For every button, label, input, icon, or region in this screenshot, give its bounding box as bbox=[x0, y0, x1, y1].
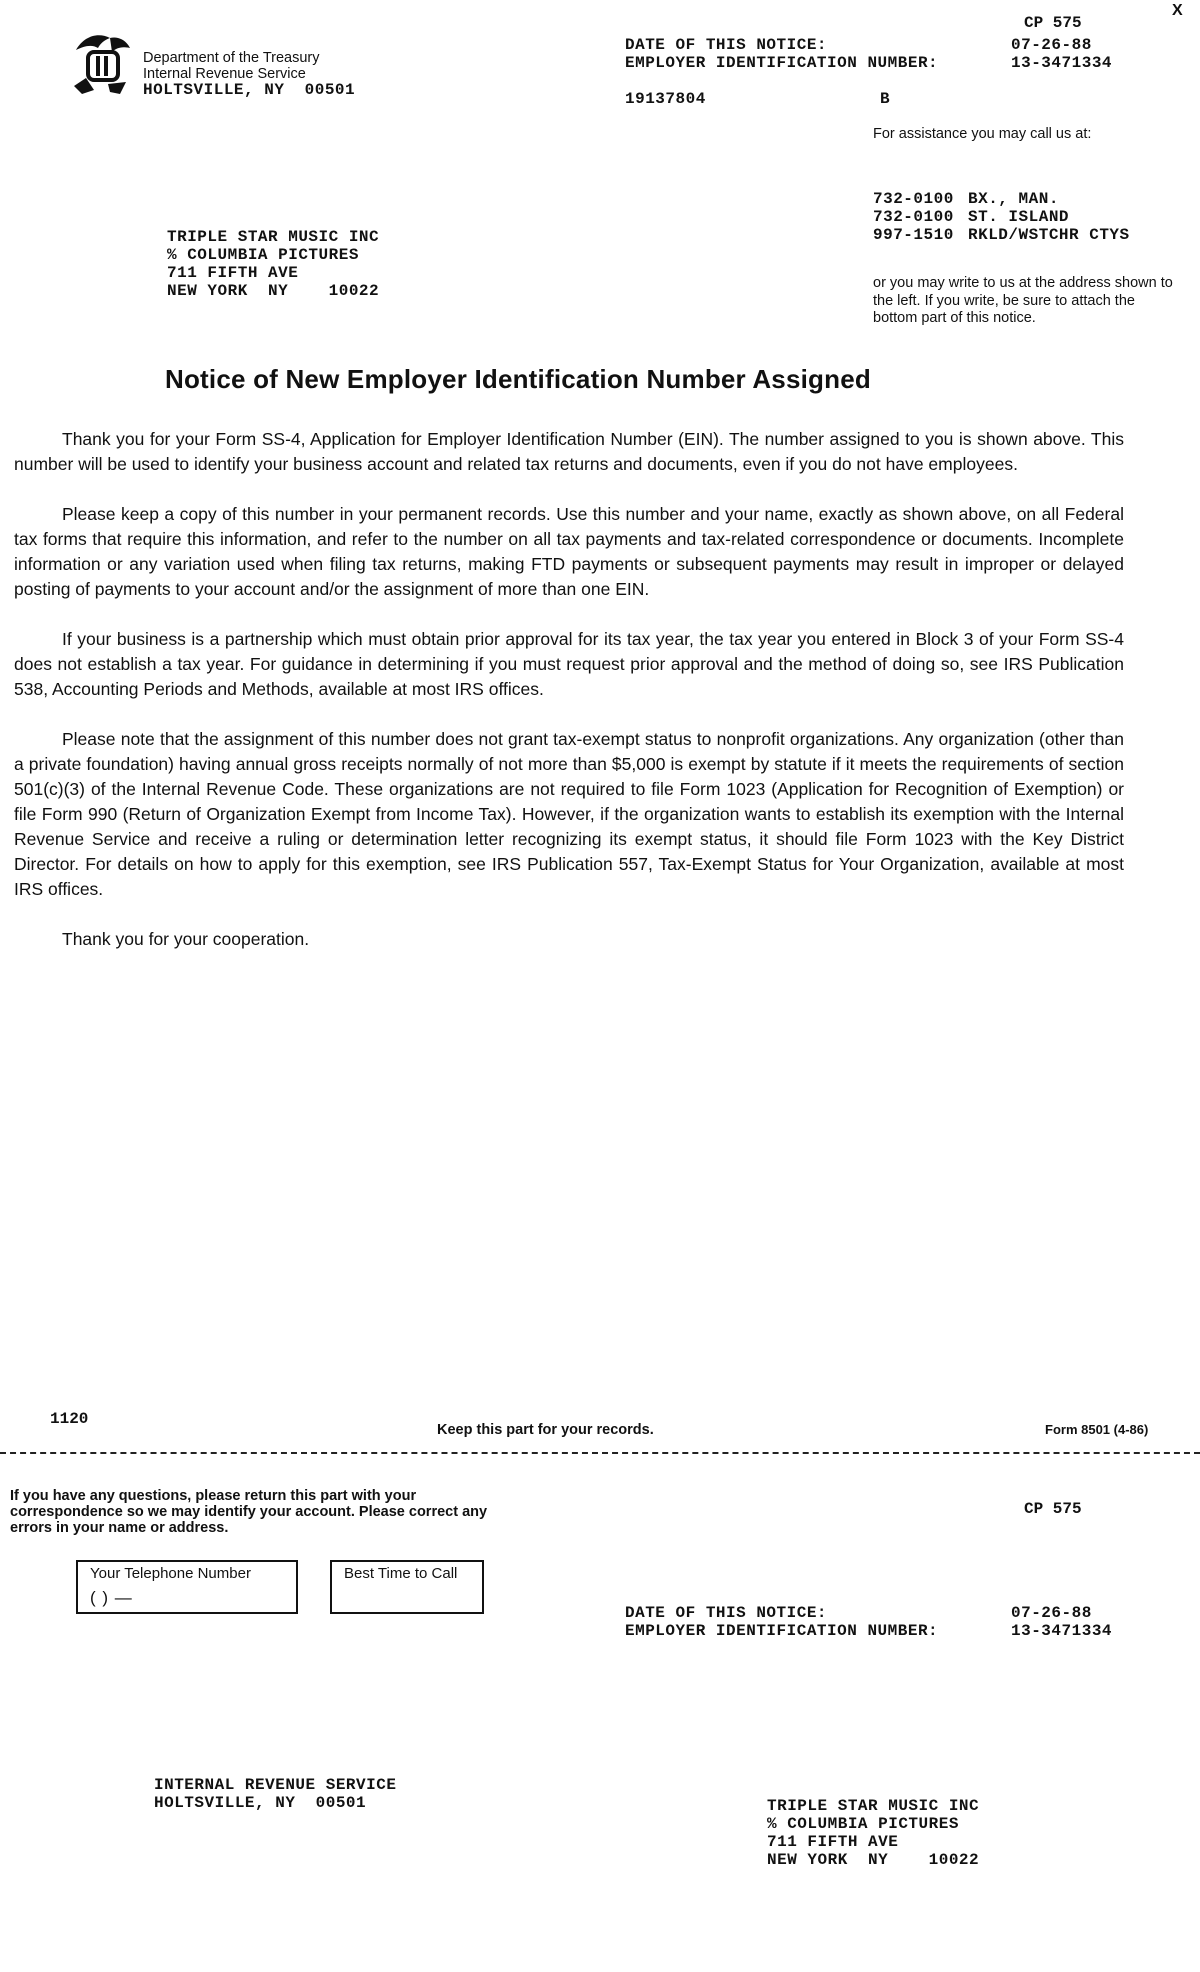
agency-address-block bbox=[143, 50, 355, 98]
keep-records-note: Keep this part for your records. bbox=[437, 1422, 654, 1438]
phone-entry bbox=[873, 208, 1130, 226]
ein-label: EMPLOYER IDENTIFICATION NUMBER: bbox=[625, 54, 939, 72]
notice-code: CP 575 bbox=[1024, 14, 1082, 32]
ein-value: 13-3471334 bbox=[1011, 54, 1113, 72]
stub-notice-date-label: DATE OF THIS NOTICE: bbox=[625, 1604, 828, 1622]
body-paragraph: Thank you for your Form SS-4, Application for Employer Identification Number (EIN). The number assigned to you is shown above. This number will be used to identify your business account and related tax returns and documents, even if you do not have employees. bbox=[14, 429, 1124, 474]
phone-area: BX., MAN. bbox=[968, 190, 1059, 208]
tear-off-line bbox=[0, 1452, 1200, 1454]
notice-date: 07-26-88 bbox=[1011, 36, 1092, 54]
form-identifier: Form 8501 (4-86) bbox=[1045, 1422, 1149, 1437]
corner-mark: X bbox=[1172, 2, 1183, 19]
stub-ein-value: 13-3471334 bbox=[1011, 1622, 1113, 1640]
stub-addressee-line: NEW YORK NY 10022 bbox=[767, 1851, 980, 1869]
reference-code: B bbox=[880, 90, 890, 108]
irs-address-line: INTERNAL REVENUE SERVICE bbox=[154, 1776, 397, 1794]
irs-eagle-logo-icon bbox=[70, 26, 132, 96]
notice-body bbox=[14, 427, 1124, 977]
phone-number: 997-1510 bbox=[873, 226, 954, 244]
phone-entry bbox=[873, 190, 1130, 208]
write-to-us-note: or you may write to us at the address shown to the left. If you write, be sure to attach the bottom part of this notice. bbox=[873, 275, 1173, 326]
stub-addressee-block bbox=[767, 1797, 979, 1869]
phone-number: 732-0100 bbox=[873, 190, 954, 208]
stub-notice-info-block bbox=[625, 1604, 1112, 1640]
stub-addressee-line: % COLUMBIA PICTURES bbox=[767, 1815, 959, 1833]
stub-notice-code: CP 575 bbox=[1024, 1500, 1082, 1518]
body-paragraph: Please keep a copy of this number in your permanent records. Use this number and your name, exactly as shown above, on all Federal tax forms that require this information, and refer to the number on all tax payments and tax-related correspondence or documents. Incomplete information or any variation used when filing tax returns, making FTD payments or subsequent payments may result in improper or delayed posting of payments to your account and/or the assignment of more than one EIN. bbox=[14, 504, 1124, 599]
return-instructions: If you have any questions, please return this part with your correspondence so we may identify your account. Please correct any errors in your name or address. bbox=[10, 1488, 488, 1536]
agency-line-department: Department of the Treasury bbox=[143, 50, 320, 66]
phone-area: RKLD/WSTCHR CTYS bbox=[968, 226, 1130, 244]
notice-date-label: DATE OF THIS NOTICE: bbox=[625, 36, 828, 54]
phone-number: 732-0100 bbox=[873, 208, 954, 226]
notice-info-block bbox=[625, 36, 1112, 72]
best-time-to-call-field[interactable] bbox=[330, 1560, 484, 1614]
irs-address-line: HOLTSVILLE, NY 00501 bbox=[154, 1794, 367, 1812]
addressee-care-of: % COLUMBIA PICTURES bbox=[167, 246, 359, 264]
best-time-field-label: Best Time to Call bbox=[344, 1565, 458, 1582]
telephone-field-value: ( ) — bbox=[90, 1588, 133, 1607]
addressee-street: 711 FIFTH AVE bbox=[167, 264, 299, 282]
stub-notice-date: 07-26-88 bbox=[1011, 1604, 1092, 1622]
irs-return-address bbox=[154, 1776, 396, 1812]
phone-area: ST. ISLAND bbox=[968, 208, 1070, 226]
addressee-name: TRIPLE STAR MUSIC INC bbox=[167, 228, 380, 246]
addressee-block bbox=[167, 228, 379, 300]
reference-number: 19137804 bbox=[625, 90, 706, 108]
phone-entry bbox=[873, 226, 1130, 244]
assistance-phone-list bbox=[873, 190, 1130, 244]
body-paragraph: If your business is a partnership which must obtain prior approval for its tax year, the tax year you entered in Block 3 of your Form SS-4 does not establish a tax year. For guidance in determining if you must request prior approval and the method of doing so, see IRS Publication 538, Accounting Periods and Methods, available at most IRS offices. bbox=[14, 629, 1124, 699]
stub-addressee-line: 711 FIFTH AVE bbox=[767, 1833, 899, 1851]
agency-line-irs: Internal Revenue Service bbox=[143, 66, 306, 82]
assistance-intro: For assistance you may call us at: bbox=[873, 126, 1092, 142]
notice-title: Notice of New Employer Identification Number Assigned bbox=[165, 364, 871, 394]
telephone-number-field[interactable] bbox=[76, 1560, 298, 1614]
stub-addressee-line: TRIPLE STAR MUSIC INC bbox=[767, 1797, 980, 1815]
agency-city: HOLTSVILLE, NY 00501 bbox=[143, 81, 356, 99]
addressee-city: NEW YORK NY 10022 bbox=[167, 282, 380, 300]
telephone-field-label: Your Telephone Number bbox=[90, 1565, 251, 1582]
body-paragraph: Please note that the assignment of this number does not grant tax-exempt status to nonprofit organizations. Any organization (other than a private foundation) having annual gross receipts normally of not more than $5,000 is exempt by statute if it meets the requirements of section 501(c)(3) of the Internal Revenue Code. These organizations are not required to file Form 1023 (Application for Recognition of Exemption) or file Form 990 (Return of Organization Exempt from Income Tax). However, if the organization wants to establish its exemption with the Internal Revenue Service and receive a ruling or determination letter recognizing its exempt status, it should file Form 1023 with the Key District Director. For details on how to apply for this exemption, see IRS Publication 557, Tax-Exempt Status for Your Organization, available at most IRS offices. bbox=[14, 729, 1124, 899]
stub-ein-label: EMPLOYER IDENTIFICATION NUMBER: bbox=[625, 1622, 939, 1640]
form-code: 1120 bbox=[50, 1410, 89, 1428]
closing-line: Thank you for your cooperation. bbox=[62, 929, 310, 949]
